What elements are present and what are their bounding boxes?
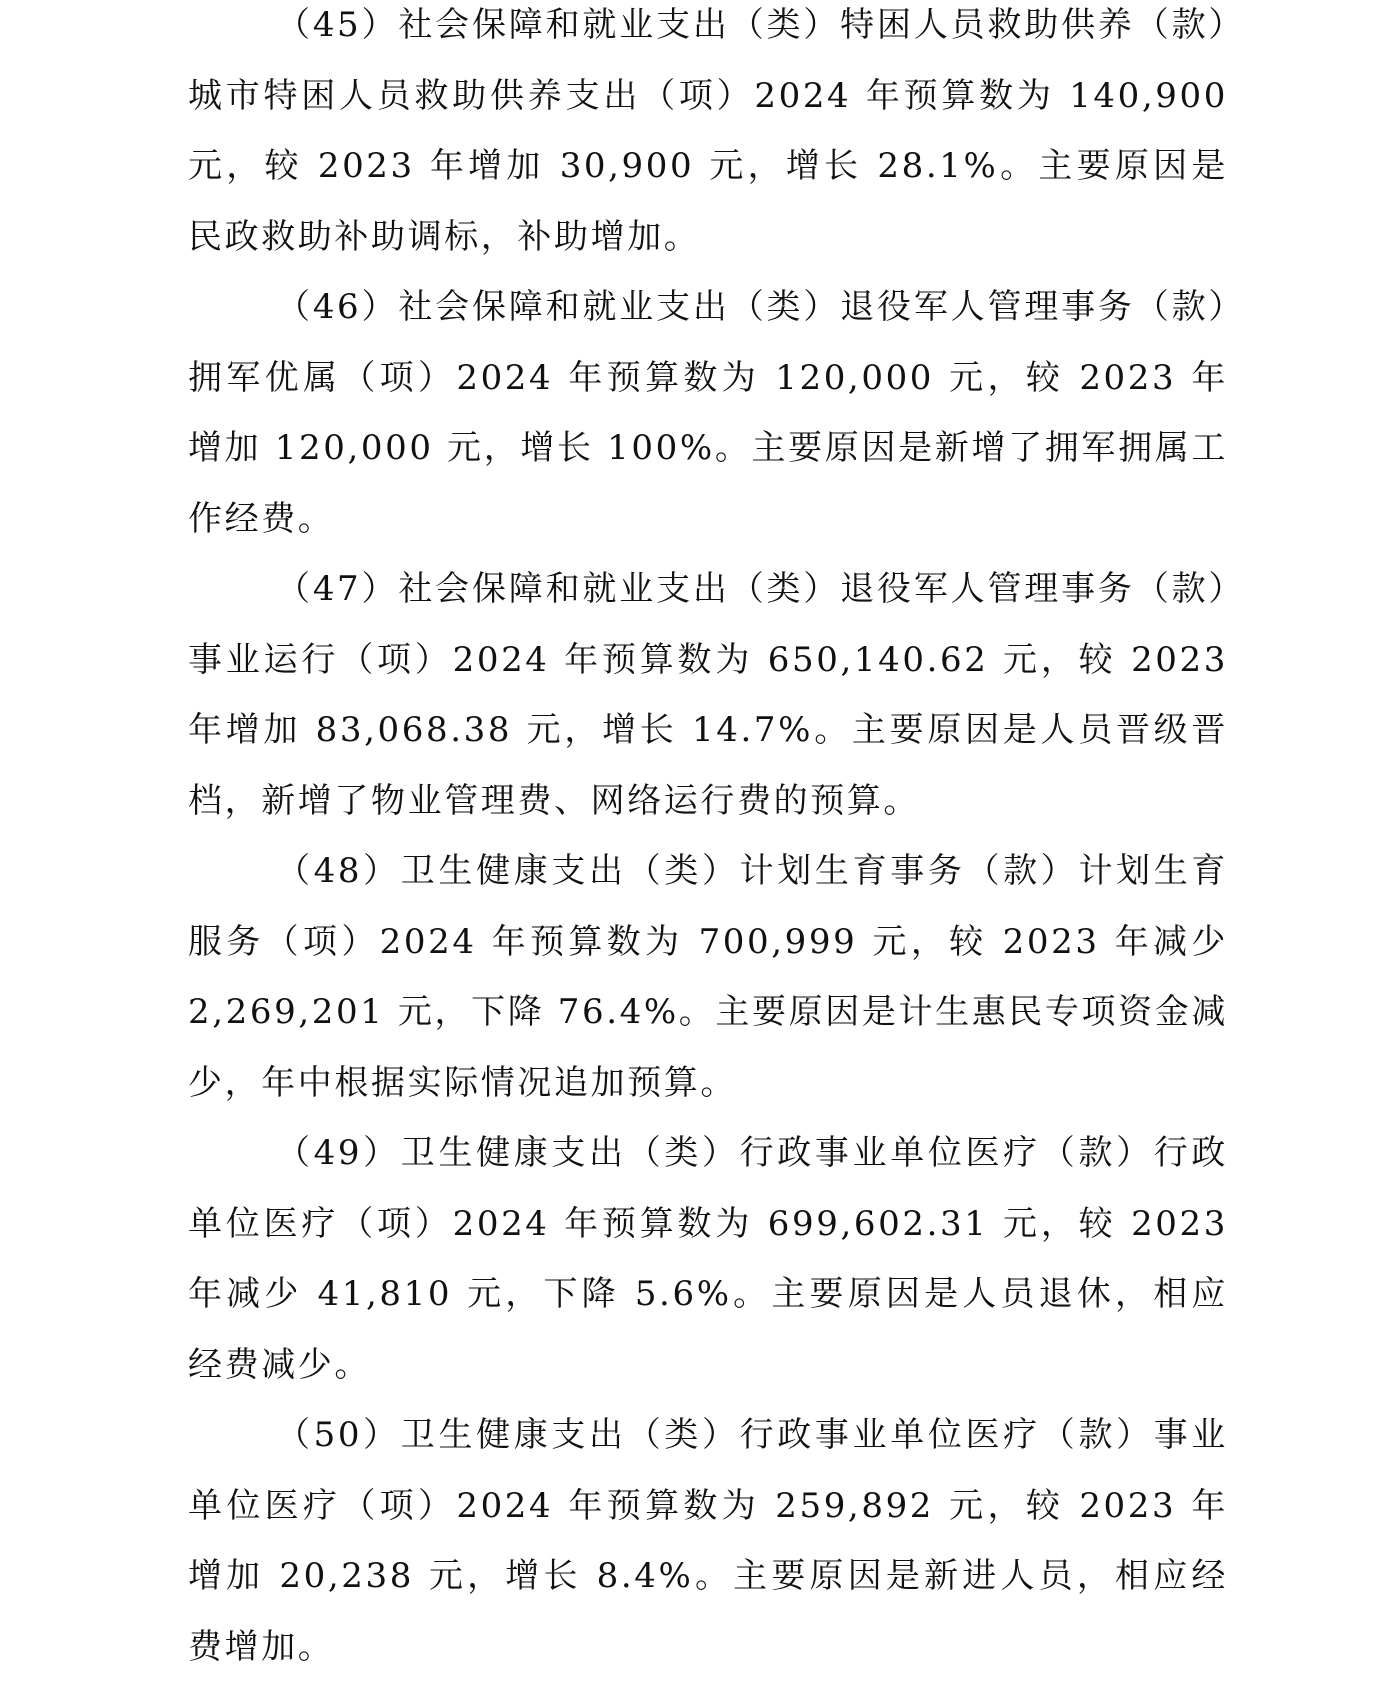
paragraph-49: （49）卫生健康支出（类）行政事业单位医疗（款）行政单位医疗（项）2024 年预算数为 699,602.31 元，较 2023 年减少 41,810 元，下降 5.6%。主要原因是人员退休，相应经费减少。 [188,1133,1228,1385]
document-page [188,0,1228,1682]
paragraph-50: （50）卫生健康支出（类）行政事业单位医疗（款）事业单位医疗（项）2024 年预算数为 259,892 元，较 2023 年增加 20,238 元，增长 8.4%。主要原因是新进人员，相应经费增加。 [188,1415,1228,1667]
paragraph-47: （47）社会保障和就业支出（类）退役军人管理事务（款）事业运行（项）2024 年预算数为 650,140.62 元，较 2023 年增加 83,068.38 元，增长 14.7%。主要原因是人员晋级晋档，新增了物业管理费、网络运行费的预算。 [188,569,1228,821]
paragraph-45: （45）社会保障和就业支出（类）特困人员救助供养（款）城市特困人员救助供养支出（项）2024 年预算数为 140,900 元，较 2023 年增加 30,900 元，增长 28.1%。主要原因是民政救助补助调标，补助增加。 [188,5,1228,257]
paragraph-48: （48）卫生健康支出（类）计划生育事务（款）计划生育服务（项）2024 年预算数为 700,999 元，较 2023 年减少 2,269,201 元，下降 76.4%。主要原因是计生惠民专项资金减少，年中根据实际情况追加预算。 [188,851,1228,1103]
paragraph-46: （46）社会保障和就业支出（类）退役军人管理事务（款）拥军优属（项）2024 年预算数为 120,000 元，较 2023 年增加 120,000 元，增长 100%。主要原因是新增了拥军拥属工作经费。 [188,287,1228,539]
